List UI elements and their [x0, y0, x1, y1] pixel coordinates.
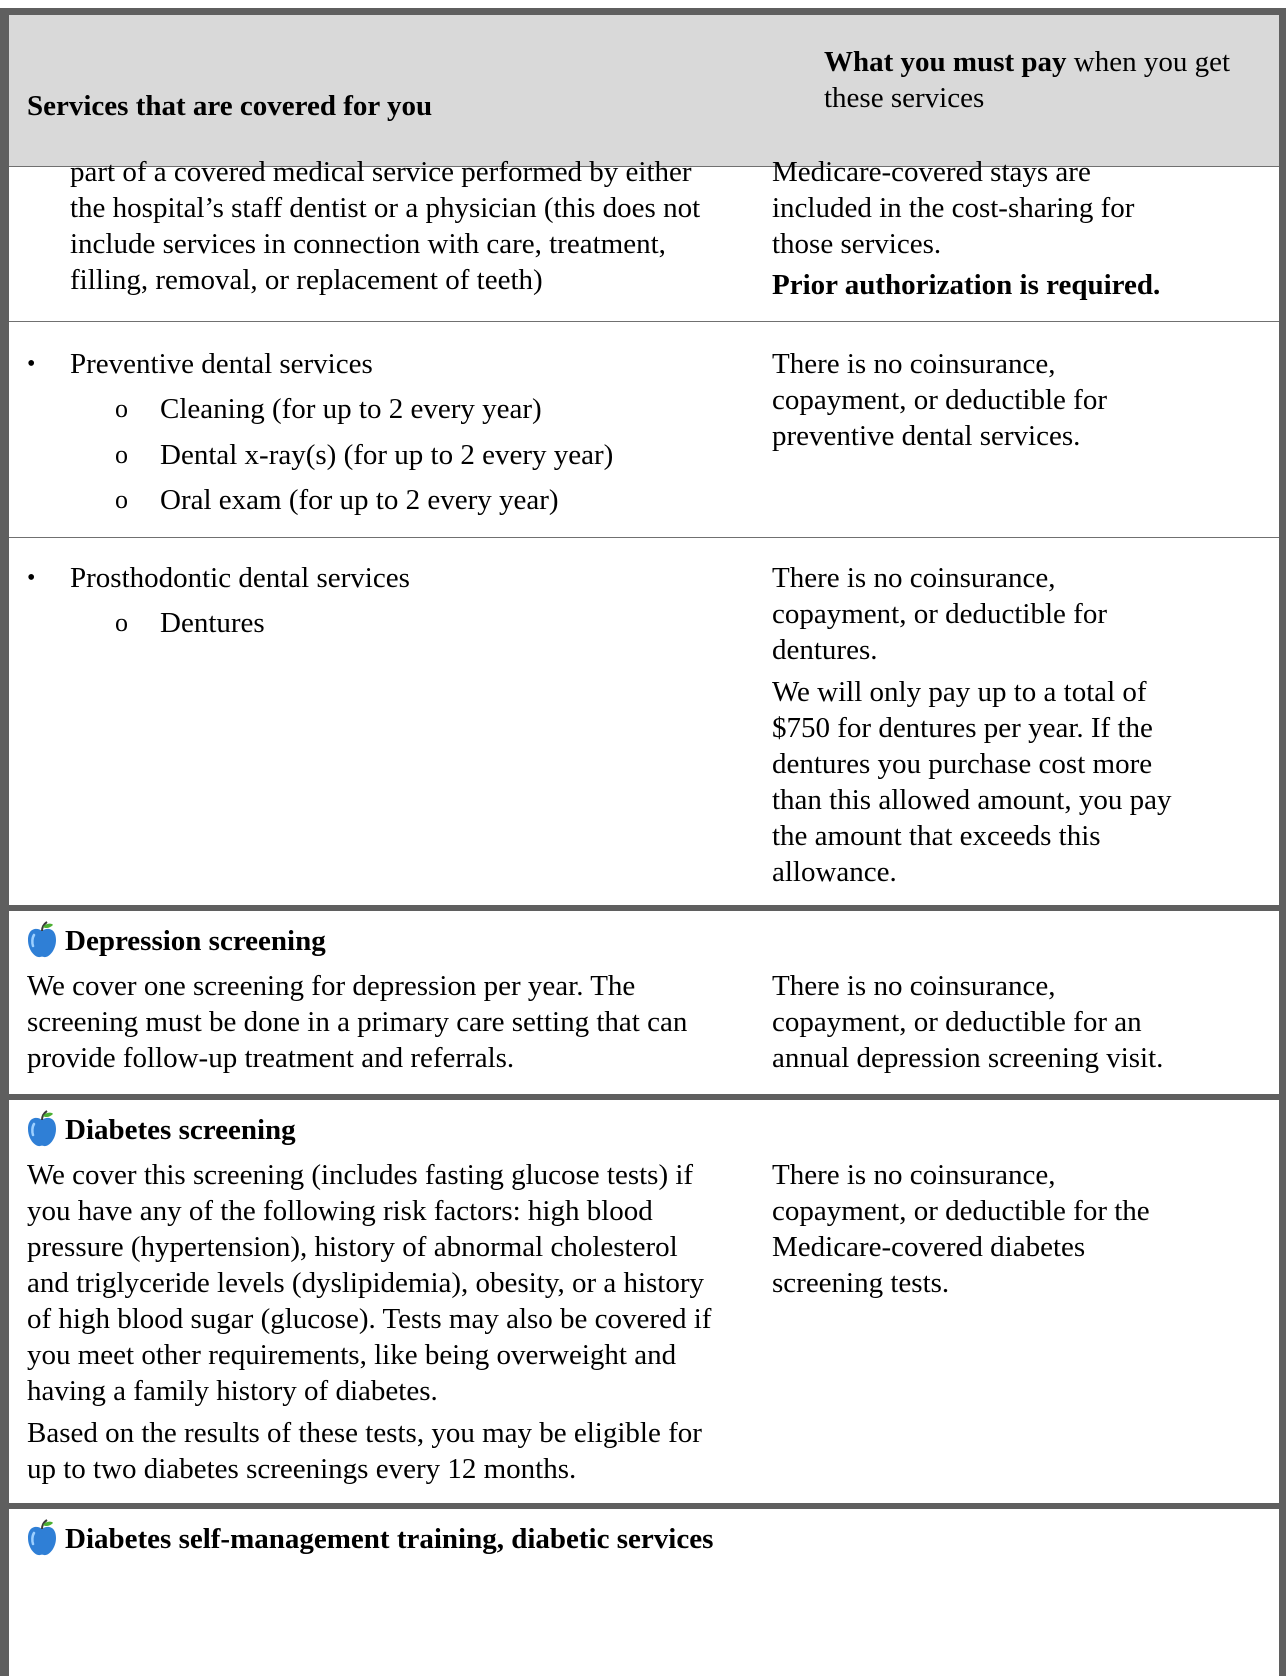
row4-left-line: screening must be done in a primary care setting that can	[27, 1006, 688, 1038]
table-right-border	[1279, 8, 1286, 1676]
row5-left-line: Based on the results of these tests, you may be eligible for	[27, 1417, 702, 1449]
row3-right-line: $750 for dentures per year. If the	[772, 712, 1153, 744]
diabetes-self-management-title: Diabetes self-management training, diabetic services	[65, 1523, 714, 1555]
row1-left-line: include services in connection with care, treatment,	[70, 228, 666, 260]
sub-bullet: o	[115, 608, 128, 637]
apple-icon	[25, 1110, 59, 1148]
row2-right-line: There is no coinsurance,	[772, 348, 1056, 380]
row-divider	[9, 537, 1279, 538]
row1-right-line: those services.	[772, 228, 942, 260]
row5-right-line: Medicare-covered diabetes	[772, 1231, 1086, 1263]
preventive-sub-item: Dental x-ray(s) (for up to 2 every year)	[160, 439, 614, 471]
row1-left-line: the hospital’s staff dentist or a physician (this does not	[70, 192, 701, 224]
row5-left-line: you have any of the following risk factors: high blood	[27, 1195, 653, 1227]
row5-left-line: pressure (hypertension), history of abnormal cholesterol	[27, 1231, 678, 1263]
bullet-dot: •	[27, 565, 36, 591]
table-top-border	[0, 8, 1286, 15]
row2-right-line: copayment, or deductible for	[772, 384, 1107, 416]
row3-right-line: the amount that exceeds this	[772, 820, 1101, 852]
row5-left-line: having a family history of diabetes.	[27, 1375, 438, 1407]
row3-right-line: dentures.	[772, 634, 878, 666]
table-left-border	[0, 8, 9, 1676]
preventive-sub-item: Cleaning (for up to 2 every year)	[160, 393, 542, 425]
row4-right-line: annual depression screening visit.	[772, 1042, 1164, 1074]
preventive-sub-item: Oral exam (for up to 2 every year)	[160, 484, 559, 516]
header-left-title: Services that are covered for you	[27, 90, 433, 122]
row2-right-line: preventive dental services.	[772, 420, 1081, 452]
row5-left-line: of high blood sugar (glucose). Tests may also be covered if	[27, 1303, 712, 1335]
row5-right-line: copayment, or deductible for the	[772, 1195, 1150, 1227]
apple-icon	[25, 921, 59, 959]
row3-right-line: We will only pay up to a total of	[772, 676, 1147, 708]
row4-right-line: There is no coinsurance,	[772, 970, 1056, 1002]
section-divider	[9, 905, 1279, 911]
header-right-rest: when you get these services	[824, 46, 1231, 114]
section-divider	[9, 1503, 1279, 1509]
bullet-dot: •	[27, 351, 36, 377]
row1-left-line: filling, removal, or replacement of teeth)	[70, 264, 543, 296]
diabetes-screening-title: Diabetes screening	[65, 1114, 296, 1146]
preventive-dental-title: Preventive dental services	[70, 348, 373, 380]
row1-left-line: part of a covered medical service performed by either	[70, 156, 692, 188]
header-right-title	[824, 44, 1274, 116]
section-divider	[9, 1094, 1279, 1100]
row4-right-line: copayment, or deductible for an	[772, 1006, 1142, 1038]
row5-left-line: up to two diabetes screenings every 12 months.	[27, 1453, 577, 1485]
row3-right-line: than this allowed amount, you pay	[772, 784, 1172, 816]
header-right-bold: What you must pay	[824, 46, 1067, 78]
row4-left-line: We cover one screening for depression per year. The	[27, 970, 636, 1002]
prosthodontic-sub-item: Dentures	[160, 607, 265, 639]
row3-right-line: dentures you purchase cost more	[772, 748, 1153, 780]
row1-right-line: Medicare-covered stays are	[772, 156, 1091, 188]
row4-left-line: provide follow-up treatment and referrals.	[27, 1042, 515, 1074]
row5-left-line: and triglyceride levels (dyslipidemia), obesity, or a history	[27, 1267, 705, 1299]
row3-right-line: allowance.	[772, 856, 897, 888]
row5-left-line: you meet other requirements, like being overweight and	[27, 1339, 677, 1371]
row5-right-line: screening tests.	[772, 1267, 950, 1299]
row5-right-line: There is no coinsurance,	[772, 1159, 1056, 1191]
row5-left-line: We cover this screening (includes fasting glucose tests) if	[27, 1159, 694, 1191]
sub-bullet: o	[115, 394, 128, 423]
prior-authorization-note: Prior authorization is required.	[772, 269, 1161, 301]
row1-right-line: included in the cost-sharing for	[772, 192, 1135, 224]
row3-right-line: copayment, or deductible for	[772, 598, 1107, 630]
sub-bullet: o	[115, 485, 128, 514]
prosthodontic-title: Prosthodontic dental services	[70, 562, 410, 594]
apple-icon	[25, 1519, 59, 1557]
depression-screening-title: Depression screening	[65, 925, 326, 957]
sub-bullet: o	[115, 440, 128, 469]
row-divider	[9, 321, 1279, 322]
row3-right-line: There is no coinsurance,	[772, 562, 1056, 594]
